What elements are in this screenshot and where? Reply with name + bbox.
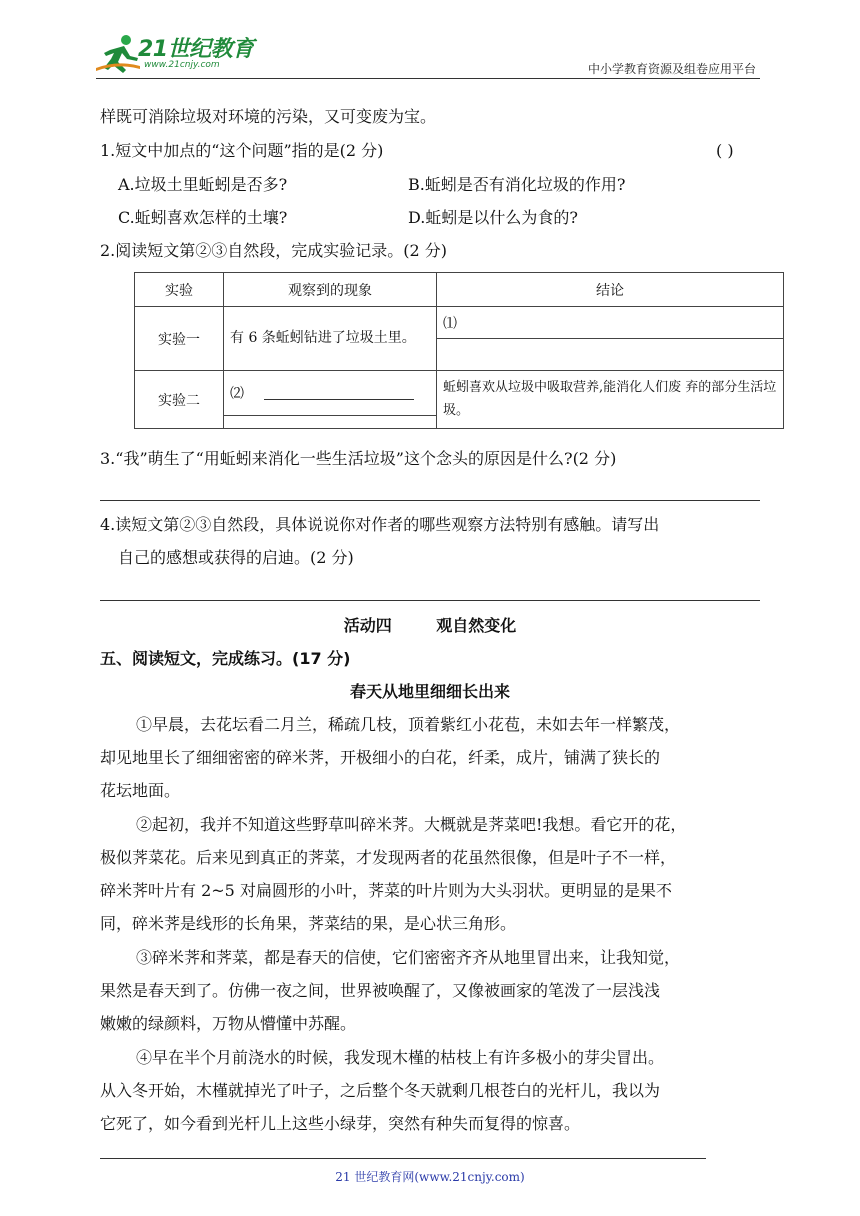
intro-line: 样既可消除垃圾对环境的污染，又可变废为宝。 <box>100 107 437 126</box>
paragraph-3-line-2: 果然是春天到了。仿佛一夜之间，世界被唤醒了，又像被画家的笔泼了一层浅浅 <box>100 981 661 1000</box>
table-header-conclusion: 结论 <box>437 273 784 307</box>
paragraph-2-line-2: 极似荠菜花。后来见到真正的荠菜，才发现两者的花虽然很像，但是叶子不一样， <box>100 848 677 867</box>
row1-phenomenon: 有 6 条蚯蚓钻进了垃圾土里。 <box>224 307 437 371</box>
logo-url: www.21cnjy.com <box>144 60 220 70</box>
paragraph-1-line-3: 花坛地面。 <box>100 781 181 800</box>
runner-logo-icon <box>96 32 140 74</box>
q3-answer-line[interactable] <box>100 500 760 501</box>
row1-conclusion-line2[interactable] <box>437 339 784 371</box>
row2-phenomenon-cell[interactable] <box>224 371 437 429</box>
header-divider <box>96 78 760 79</box>
q4-answer-line[interactable] <box>100 600 760 601</box>
q1-option-d: D.蚯蚓是以什么为食的? <box>408 208 578 227</box>
paragraph-3-line-3: 嫩嫩的绿颜料，万物从懵懂中苏醒。 <box>100 1014 357 1033</box>
q1-answer-paren: ( ) <box>716 141 734 160</box>
logo-text: 21世纪教育 <box>138 37 254 62</box>
paragraph-1-line-2: 却见地里长了细细密密的碎米荠，开极细小的白花，纤柔，成片，铺满了狭长的 <box>100 748 661 767</box>
q4-line2: 自己的感想或获得的启迪。(2 分) <box>118 548 354 567</box>
table-header-experiment: 实验 <box>135 273 224 307</box>
paragraph-4-line-3: 它死了，如今看到光杆儿上这些小绿芽，突然有种失而复得的惊喜。 <box>100 1114 581 1133</box>
q4-line1: 4.读短文第②③自然段，具体说说你对作者的哪些观察方法特别有感触。请写出 <box>100 515 660 534</box>
q3-stem: 3.“我”萌生了“用蚯蚓来消化一些生活垃圾”这个念头的原因是什么?(2 分) <box>100 449 617 468</box>
q1-option-c: C.蚯蚓喜欢怎样的土壤? <box>118 208 288 227</box>
paragraph-1-line-1: ①早晨，去花坛看二月兰，稀疏几枝，顶着紫红小花苞，未如去年一样繁茂， <box>136 715 681 734</box>
activity-title: 活动四 观自然变化 <box>343 616 517 635</box>
paragraph-2-line-4: 同，碎米荠是线形的长角果，荠菜结的果，是心状三角形。 <box>100 914 517 933</box>
q2-stem: 2.阅读短文第②③自然段，完成实验记录。(2 分) <box>100 241 448 260</box>
q1-stem: 1.短文中加点的“这个问题”指的是(2 分) <box>100 141 384 160</box>
section-five-heading: 五、阅读短文，完成练习。(17 分) <box>100 649 351 668</box>
footer-divider <box>100 1158 706 1159</box>
paragraph-4-line-1: ④早在半个月前浇水的时候，我发现木槿的枯枝上有许多极小的芽尖冒出。 <box>136 1048 665 1067</box>
table-header-phenomenon: 观察到的现象 <box>224 273 437 307</box>
paragraph-2-line-1: ②起初，我并不知道这些野草叫碎米荠。大概就是荠菜吧!我想。看它开的花， <box>136 815 687 834</box>
paragraph-4-line-2: 从入冬开始，木槿就掉光了叶子，之后整个冬天就剩几根苍白的光杆儿，我以为 <box>100 1081 661 1100</box>
row2-name: 实验二 <box>135 371 224 429</box>
paragraph-3-line-1: ③碎米荠和荠菜，都是春天的信使，它们密密齐齐从地里冒出来，让我知觉， <box>136 948 681 967</box>
row1-conclusion-blank[interactable] <box>437 307 784 339</box>
row2-answer-blank[interactable] <box>264 387 414 400</box>
row1-name: 实验一 <box>135 307 224 371</box>
row2-phenomenon-label: ⑵ <box>230 386 244 402</box>
experiment-table <box>134 272 784 429</box>
header-platform-text: 中小学教育资源及组卷应用平台 <box>587 62 756 76</box>
row1-conclusion-label: ⑴ <box>443 315 457 332</box>
site-logo <box>96 30 266 76</box>
row2-conclusion: 蚯蚓喜欢从垃圾中吸取营养,能消化人们废 弃的部分生活垃圾。 <box>437 371 784 429</box>
footer-text: 21 世纪教育网(www.21cnjy.com) <box>335 1170 525 1184</box>
q1-option-b: B.蚯蚓是否有消化垃圾的作用? <box>408 175 626 194</box>
article-title: 春天从地里细细长出来 <box>349 682 510 701</box>
paragraph-2-line-3: 碎米荠叶片有 2~5 对扁圆形的小叶，荠菜的叶片则为大头羽状。更明显的是果不 <box>100 881 672 900</box>
q1-option-a: A.垃圾土里蚯蚓是否多? <box>118 175 288 194</box>
